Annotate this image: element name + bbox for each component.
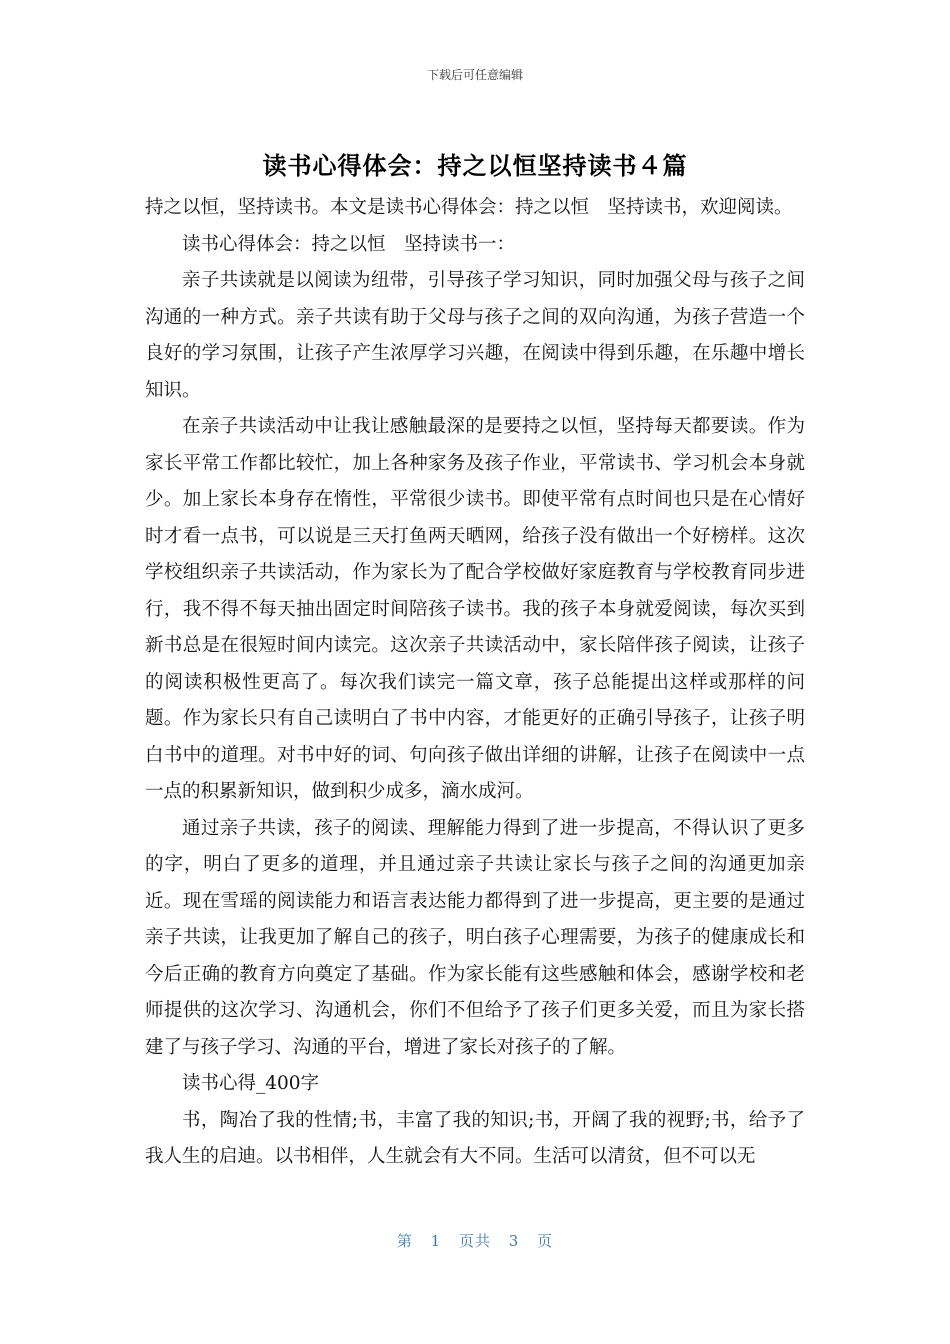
page-label: 第 xyxy=(396,1232,413,1250)
body-paragraph: 通过亲子共读，孩子的阅读、理解能力得到了进一步提高，不得认识了更多的字，明白了更多的道理，并且通过亲子共读让家长与孩子之间的沟通更加亲近。现在雪瑶的阅读能力和语言表达能力都得到了进一步提高，更主要的是通过亲子共读，让我更加了解自己的孩子，明白孩子心理需要，为孩子的健康成长和今后正确的教育方向奠定了基础。作为家长能有这些感触和体会，感谢学校和老师提供的这次学习、沟通机会，你们不但给予了孩子们更多关爱，而且为家长搭建了与孩子学习、沟通的平台，增进了家长对孩子的了解。 xyxy=(145,817,805,1058)
document-title: 读书心得体会：持之以恒坚持读书４篇 xyxy=(262,152,688,180)
body-paragraph: 亲子共读就是以阅读为纽带，引导孩子学习知识，同时加强父母与孩子之间沟通的一种方式。亲子共读有助于父母与孩子之间的双向沟通，为孩子营造一个良好的学习氛围，让孩子产生浓厚学习兴趣，在阅读中得到乐趣，在乐趣中增长知识。 xyxy=(145,270,805,401)
section-heading: 读书心得体会：持之以恒 坚持读书一： xyxy=(182,233,516,255)
section-heading: 读书心得_400字 xyxy=(182,1073,320,1094)
document-body xyxy=(145,190,805,1176)
total-pages: 3 xyxy=(508,1232,520,1250)
page-suffix: 页 xyxy=(537,1232,554,1250)
page-number: 1 xyxy=(430,1232,442,1250)
intro-paragraph: 持之以恒，坚持读书。本文是读书心得体会：持之以恒 坚持读书，欢迎阅读。 xyxy=(145,197,793,218)
body-paragraph: 在亲子共读活动中让我让感触最深的是要持之以恒，坚持每天都要读。作为家长平常工作都比较忙，加上各种家务及孩子作业，平常读书、学习机会本身就少。加上家长本身存在惰性，平常很少读书。即使平常有点时间也只是在心情好时才看一点书，可以说是三天打鱼两天晒网，给孩子没有做出一个好榜样。这次学校组织亲子共读活动，作为家长为了配合学校做好家庭教育与学校教育同步进行，我不得不每天抽出固定时间陪孩子读书。我的孩子本身就爱阅读，每次买到新书总是在很短时间内读完。这次亲子共读活动中，家长陪伴孩子阅读，让孩子的阅读积极性更高了。每次我们读完一篇文章，孩子总能提出这样或那样的问题。作为家长只有自己读明白了书中内容，才能更好的正确引导孩子，让孩子明白书中的道理。对书中好的词、句向孩子做出详细的讲解，让孩子在阅读中一点一点的积累新知识，做到积少成多，滴水成河。 xyxy=(145,416,805,802)
page-footer xyxy=(0,1230,950,1251)
page-header-note: 下载后可任意编辑 xyxy=(426,68,523,82)
page-of-label: 页共 xyxy=(458,1232,491,1250)
body-paragraph: 书，陶冶了我的性情;书，丰富了我的知识;书，开阔了我的视野;书，给予了我人生的启迪。以书相伴，人生就会有大不同。生活可以清贫，但不可以无 xyxy=(145,1109,805,1167)
